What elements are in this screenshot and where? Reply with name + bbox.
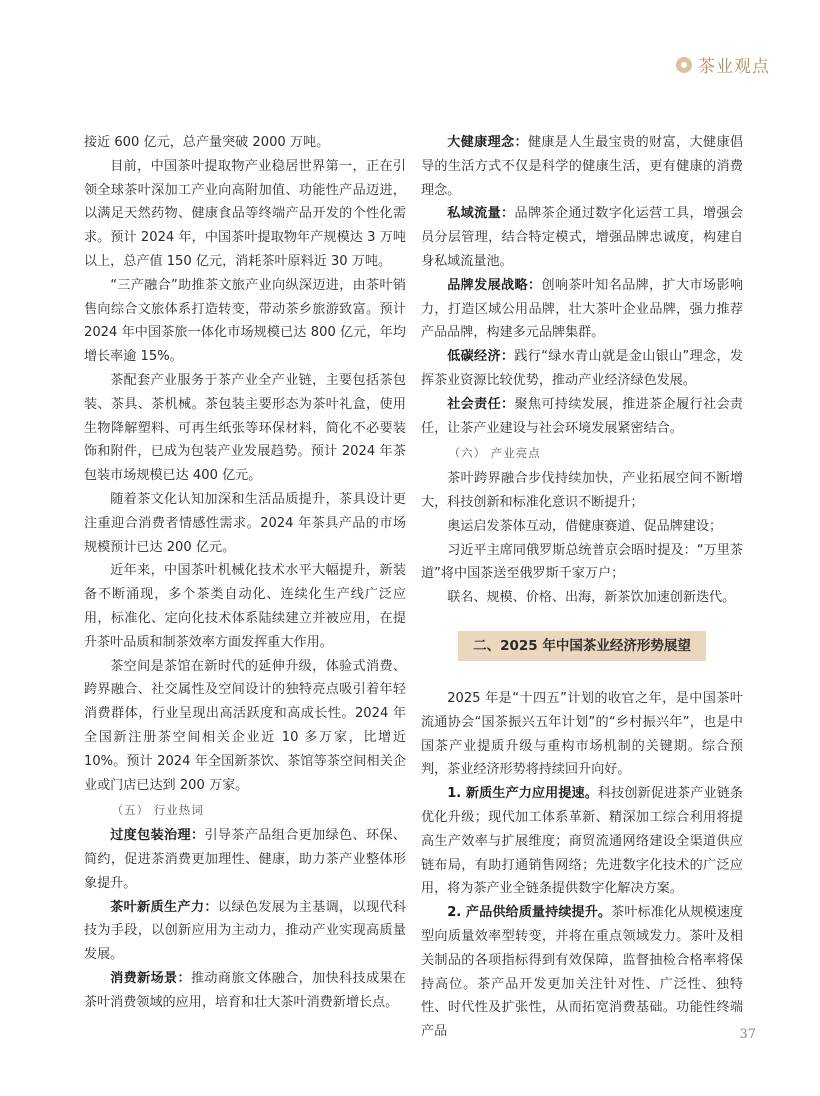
hot-word-entry (421, 131, 743, 202)
hot-word-text: 以绿色发展为主基调，以现代科技为手段，以创新应用为主动力，推动产业实现高质量发展。 (84, 899, 407, 963)
hot-word-text: 推动商旅文体融合，加快科技成果在茶叶消费领域的应用，培育和壮大茶叶消费新增长点。 (84, 970, 407, 1010)
paragraph: 茶配套产业服务于茶产业全产业链，主要包括茶包装、茶具、茶机械。茶包装主要形态为茶叶礼盒，使用生物降解塑料、可再生纸张等环保材料，简化不必要装饰和附件，已成为包装产业发展趋势。预计 2024 年茶包装市场规模已达 400 亿元。 (84, 372, 406, 484)
paragraph: 随着茶文化认知加深和生活品质提升，茶具设计更注重迎合消费者情感性需求。2024 年茶具产品的市场规模预计已达 200 亿元。 (84, 491, 406, 555)
hot-word-text: 践行“绿水青山就是金山银山”理念，发挥茶业资源比较优势，推动产业经济绿色发展。 (421, 349, 743, 388)
hot-word-entry (421, 345, 743, 393)
outlook-item (421, 782, 743, 901)
outlook-item-label: 2. 产品供给质量持续提升。 (447, 905, 612, 921)
hot-word-text: 创响茶叶知名品牌，扩大市场影响力，打造区域公用品牌，壮大茶叶企业品牌，强力推荐产品品牌，构建多元品牌集群。 (421, 277, 744, 341)
subsection-heading: （六） 产业亮点 (448, 446, 541, 461)
outlook-item-text: 茶叶标准化从规模速度型向质量效率型转变，并将在重点领域发力。茶叶及相关制品的各项指标得到有效保障，监督抽检合格率将保持高位。茶产品开发更加关注针对性、广泛性、独特性、时代性及扩张性，从而拓宽消费基础。功能性终端产品 (421, 905, 743, 1040)
hot-word-entry (421, 202, 743, 273)
paragraph: 目前，中国茶叶提取物产业稳居世界第一，正在引领全球茶叶深加工产业向高附加值、功能性产品迈进，以满足天然药物、健康食品等终端产品开发的个性化需求。预计 2024 年，中国茶叶提取物年产规模达 3 万吨以上，总产值 150 亿元，消耗茶叶原料近 30 万吨。 (84, 158, 406, 269)
hot-word-label: 品牌发展战略： (447, 277, 542, 293)
hot-word-label: 社会责任： (447, 396, 515, 412)
hot-word-text: 引导茶产品组合更加绿色、环保、简约，促进茶消费更加理性、健康，助力茶产业整体形象提升。 (84, 828, 407, 891)
hot-word-entry (421, 393, 743, 441)
page-header (676, 52, 770, 77)
paragraph: 2025 年是“十四五”计划的收官之年，是中国茶叶流通协会“国茶振兴五年计划”的“乡村振兴年”，也是中国茶产业提质升级与重构市场机制的关键期。综合预判，茶业经济形势将持续回升向好。 (421, 690, 743, 778)
hot-word-text: 健康是人生最宝贵的财富，大健康倡导的生活方式不仅是科学的健康生活，更有健康的消费理念。 (421, 135, 744, 198)
outlook-item-label: 1. 新质生产力应用提速。 (447, 786, 598, 802)
hot-word-label: 消费新场景： (110, 970, 191, 986)
subsection-heading: （五） 行业热词 (111, 803, 204, 818)
outlook-item-text: 科技创新促进茶产业链条优化升级；现代加工体系革新、精深加工综合利用将提高生产效率与扩展维度；商贸流通网络建设全渠道供应链布局，有助打通销售网络；先进数字化技术的广泛应用，将为茶产业全链条提供数字化解决方案。 (421, 786, 743, 897)
paragraph: 近年来，中国茶叶机械化技术水平大幅提升，新装备不断涌现，多个茶类自动化、连续化生产线广泛应用，标准化、定向化技术体系陆续建立并被应用，在提升茶叶品质和制茶效率方面发挥重大作用。 (84, 563, 406, 650)
hot-word-entry (84, 824, 406, 895)
hot-word-text: 聚焦可持续发展，推进茶企履行社会责任，让茶产业建设与社会环境发展紧密结合。 (421, 396, 744, 436)
hot-word-entry (84, 967, 406, 1015)
right-column (421, 131, 743, 1044)
hot-word-label: 大健康理念： (447, 135, 528, 150)
hot-word-text: 品牌茶企通过数字化运营工具，增强会员分层管理，结合特定模式，增强品牌忠诚度，构建自身私域流量池。 (421, 206, 744, 269)
highlight-item: 茶叶跨界融合步伐持续加快，产业拓展空间不断增大，科技创新和标准化意识不断提升； (421, 471, 743, 510)
hot-word-label: 过度包装治理： (110, 828, 205, 844)
outlook-item (421, 901, 743, 1044)
paragraph: 茶空间是茶馆在新时代的延伸升级，体验式消费、跨界融合、社交属性及空间设计的独特亮点吸引着年轻消费群体，行业呈现出高活跃度和高成长性。2024 年全国新注册茶空间相关企业近 10 多万家，比增近 10%。预计 2024 年全国新茶饮、茶馆等茶空间相关企业或门店已达到 200 万家。 (84, 658, 406, 793)
hot-word-label: 低碳经济： (447, 349, 515, 365)
section-logo-icon (676, 57, 692, 73)
highlight-item: 奥运启发茶体互动，借健康赛道、促品牌建设； (447, 518, 723, 534)
hot-word-label: 私域流量： (447, 206, 515, 222)
hot-word-entry (84, 896, 406, 967)
paragraph: “三产融合”助推茶文旅产业向纵深迈进，由茶叶销售向综合文旅体系打造转变，带动茶乡旅游致富。预计 2024 年中国茶旅一体化市场规模已达 800 亿元，年均增长率逾 15%。 (84, 277, 406, 365)
header-title: 茶业观点 (698, 57, 770, 77)
paragraph: 接近 600 亿元，总产量突破 2000 万吨。 (84, 135, 330, 150)
section-title-banner: 二、2025 年中国茶业经济形势展望 (458, 631, 706, 661)
hot-word-label: 茶叶新质生产力： (110, 899, 218, 915)
highlight-item: 联名、规模、价格、出海，新茶饮加速创新迭代。 (447, 590, 736, 606)
left-column (84, 131, 406, 1014)
page-number: 37 (739, 1027, 756, 1042)
highlight-item: 习近平主席同俄罗斯总统普京会晤时提及：“万里茶道”将中国茶送至俄罗斯千家万户； (421, 542, 743, 582)
hot-word-entry (421, 274, 743, 345)
